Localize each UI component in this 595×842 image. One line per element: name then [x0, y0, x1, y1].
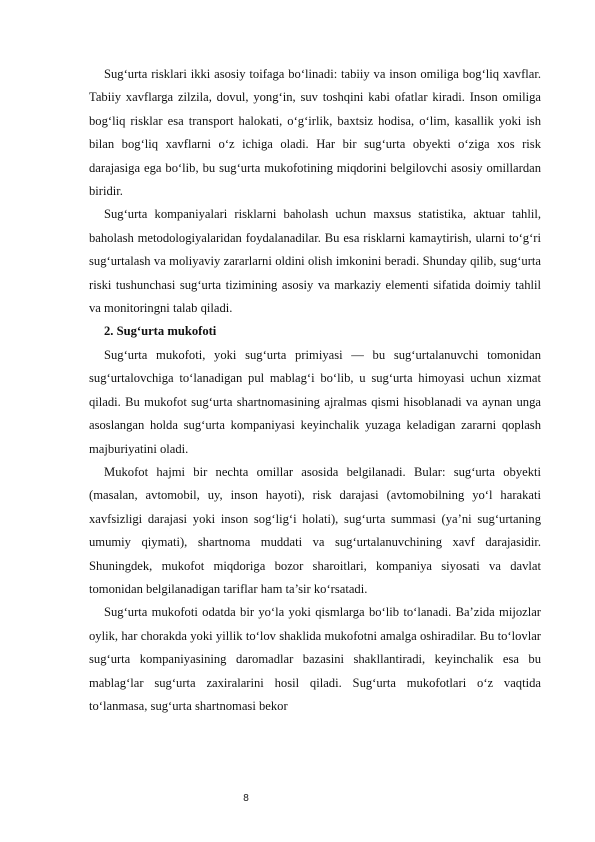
page-number: 8: [243, 793, 250, 804]
paragraph-premium-payment: Sug‘urta mukofoti odatda bir yo‘la yoki qismlarga bo‘lib to‘lanadi. Ba’zida mijozlar oylik, har chorakda yoki yillik to‘lov shaklida mukofotni amalga oshiradilar. Bu to‘lovlar sug‘urta kompaniyasining daromadlar bazasini shakllantiradi, keyinchalik esa bu mablag‘lar sug‘urta zaxiralarini hosil qiladi. Sug‘urta mukofotlari o‘z vaqtida to‘lanmasa, sug‘urta shartnomasi bekor: [89, 605, 541, 713]
paragraph-premium-definition: Sug‘urta mukofoti, yoki sug‘urta primiyasi — bu sug‘urtalanuvchi tomonidan sug‘urtalovchiga to‘lanadigan pul mablag‘i bo‘lib, u sug‘urta himoyasi uchun xizmat qiladi. Bu mukofot sug‘urta shartnomasining ajralmas qismi hisoblanadi va aynan unga asoslangan holda sug‘urta kompaniyasi keyinchalik yuzaga keladigan zararni qoplash majburiyatini oladi.: [89, 347, 541, 456]
document-page: [89, 63, 541, 718]
paragraph-risk-categories: Sug‘urta risklari ikki asosiy toifaga bo‘linadi: tabiiy va inson omiliga bog‘liq xavflar. Tabiiy xavflarga zilzila, dovul, yong‘in, suv toshqini kabi ofatlar kiradi. Inson omiliga bog‘liq risklar esa transport halokati, o‘g‘irlik, baxtsiz hodisa, o‘lim, kasallik yoki ish bilan bog‘liq xavflarni o‘z ichiga oladi. Har bir sug‘urta obyekti o‘ziga xos risk darajasiga ega bo‘lib, bu sug‘urta mukofotining miqdorini belgilovchi asosiy omillardan biridir.: [89, 67, 541, 199]
section-heading: 2. Sug‘urta mukofoti: [104, 324, 217, 339]
paragraph-risk-assessment: Sug‘urta kompaniyalari risklarni baholash uchun maxsus statistika, aktuar tahlil, baholash metodologiyalaridan foydalanadilar. Bu esa risklarni kamaytirish, ularni to‘g‘ri sug‘urtalash va moliyaviy zararlarni oldini olish imkonini beradi. Shunday qilib, sug‘urta riski tushunchasi sug‘urta tizimining asosiy va markaziy elementi sifatida doimiy tahlil va monitoringni talab qiladi.: [89, 207, 541, 316]
paragraph-premium-factors: Mukofot hajmi bir nechta omillar asosida belgilanadi. Bular: sug‘urta obyekti (masalan, avtomobil, uy, inson hayoti), risk darajasi (avtomobilning yo‘l harakati xavfsizligi darajasi yoki inson sog‘lig‘i holati), sug‘urta summasi (ya’ni sug‘urtaning umumiy qiymati), shartnoma muddati va sug‘urtalanuvchining xavf darajasidir. Shuningdek, mukofot miqdoriga bozor sharoitlari, kompaniya siyosati va davlat tomonidan belgilanadigan tariflar ham ta’sir ko‘rsatadi.: [89, 464, 541, 596]
